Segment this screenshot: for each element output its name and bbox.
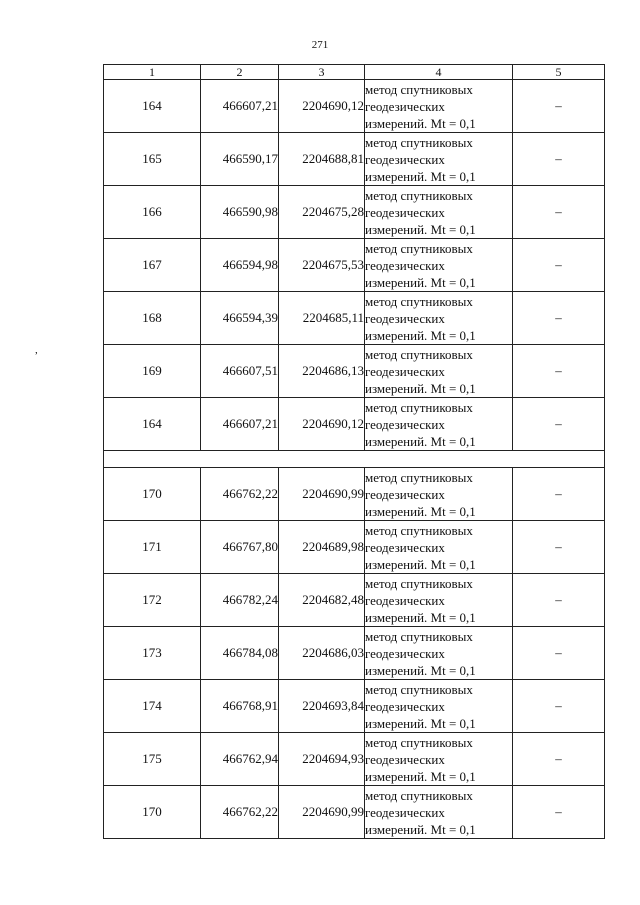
method-line: метод спутниковых [365,681,473,697]
method-description [365,733,513,786]
method-line: метод спутниковых [365,575,473,591]
method-line: измерений. Mt = 0,1 [365,433,476,449]
table-row [104,627,605,680]
table-row [104,468,605,521]
coordinate-x: 466768,91 [201,680,279,733]
method-line: измерений. Mt = 0,1 [365,221,476,237]
method-description [365,627,513,680]
coordinate-x: 466594,39 [201,292,279,345]
coordinate-x: 466782,24 [201,574,279,627]
method-line: измерений. Mt = 0,1 [365,115,476,131]
method-description [365,239,513,292]
method-description [365,292,513,345]
point-number: 173 [104,627,201,680]
table-row [104,292,605,345]
point-number: 164 [104,80,201,133]
coordinate-x: 466762,22 [201,468,279,521]
note-dash: – [513,521,605,574]
method-line: измерений. Mt = 0,1 [365,768,476,784]
table-row [104,133,605,186]
note-dash: – [513,786,605,839]
method-line: метод спутниковых [365,787,473,803]
method-line: геодезических [365,698,445,714]
point-number: 164 [104,398,201,451]
note-dash: – [513,186,605,239]
method-line: геодезических [365,486,445,502]
method-line: геодезических [365,645,445,661]
table-row [104,80,605,133]
header-col-4: 4 [365,65,513,80]
note-dash: – [513,574,605,627]
coordinate-x: 466784,08 [201,627,279,680]
coordinate-y: 2204686,13 [279,345,365,398]
coordinate-y: 2204686,03 [279,627,365,680]
table-row [104,345,605,398]
header-row [104,65,605,80]
note-dash: – [513,239,605,292]
method-line: метод спутниковых [365,346,473,362]
point-number: 171 [104,521,201,574]
point-number: 166 [104,186,201,239]
note-dash: – [513,468,605,521]
table-row [104,786,605,839]
method-line: измерений. Mt = 0,1 [365,503,476,519]
table-row [104,239,605,292]
method-line: геодезических [365,151,445,167]
point-number: 165 [104,133,201,186]
note-dash: – [513,345,605,398]
header-col-5: 5 [513,65,605,80]
note-dash: – [513,733,605,786]
method-line: измерений. Mt = 0,1 [365,821,476,837]
table-row [104,521,605,574]
method-line: геодезических [365,804,445,820]
coordinate-y: 2204688,81 [279,133,365,186]
note-dash: – [513,133,605,186]
coordinate-y: 2204693,84 [279,680,365,733]
header-col-1: 1 [104,65,201,80]
method-description [365,80,513,133]
coordinate-y: 2204690,99 [279,786,365,839]
method-description [365,786,513,839]
coordinate-x: 466607,51 [201,345,279,398]
coordinate-x: 466607,21 [201,398,279,451]
point-number: 175 [104,733,201,786]
table-body [104,80,605,839]
method-line: геодезических [365,98,445,114]
method-line: измерений. Mt = 0,1 [365,274,476,290]
method-line: измерений. Mt = 0,1 [365,556,476,572]
coordinate-x: 466590,17 [201,133,279,186]
table-row [104,186,605,239]
coordinate-y: 2204685,11 [279,292,365,345]
coordinate-y: 2204690,12 [279,80,365,133]
table-row [104,574,605,627]
coordinate-x: 466762,22 [201,786,279,839]
point-number: 167 [104,239,201,292]
coordinate-x: 466607,21 [201,80,279,133]
method-line: геодезических [365,310,445,326]
method-line: измерений. Mt = 0,1 [365,327,476,343]
note-dash: – [513,292,605,345]
method-description [365,680,513,733]
separator-row [104,451,605,468]
header-col-2: 2 [201,65,279,80]
coordinate-y: 2204690,12 [279,398,365,451]
note-dash: – [513,680,605,733]
point-number: 170 [104,468,201,521]
method-line: геодезических [365,204,445,220]
coordinate-y: 2204682,48 [279,574,365,627]
method-line: метод спутниковых [365,628,473,644]
method-line: геодезических [365,539,445,555]
method-line: геодезических [365,416,445,432]
coordinate-y: 2204689,98 [279,521,365,574]
method-line: геодезических [365,592,445,608]
coordinate-y: 2204690,99 [279,468,365,521]
stray-mark: , [35,344,38,356]
method-line: метод спутниковых [365,81,473,97]
coordinate-x: 466767,80 [201,521,279,574]
coordinates-table [103,64,605,839]
method-line: метод спутниковых [365,240,473,256]
method-line: метод спутниковых [365,469,473,485]
coordinate-x: 466762,94 [201,733,279,786]
method-line: метод спутниковых [365,734,473,750]
method-description [365,345,513,398]
method-line: измерений. Mt = 0,1 [365,609,476,625]
header-col-3: 3 [279,65,365,80]
method-line: геодезических [365,257,445,273]
method-description [365,398,513,451]
method-line: метод спутниковых [365,399,473,415]
method-line: метод спутниковых [365,293,473,309]
note-dash: – [513,398,605,451]
method-line: метод спутниковых [365,187,473,203]
coordinate-x: 466594,98 [201,239,279,292]
coordinate-x: 466590,98 [201,186,279,239]
table-row [104,680,605,733]
point-number: 169 [104,345,201,398]
method-line: метод спутниковых [365,134,473,150]
method-line: измерений. Mt = 0,1 [365,715,476,731]
method-description [365,521,513,574]
method-description [365,133,513,186]
note-dash: – [513,627,605,680]
method-line: геодезических [365,751,445,767]
method-line: измерений. Mt = 0,1 [365,380,476,396]
point-number: 170 [104,786,201,839]
method-line: измерений. Mt = 0,1 [365,168,476,184]
separator-cell [104,451,605,468]
method-line: геодезических [365,363,445,379]
point-number: 168 [104,292,201,345]
table-row [104,398,605,451]
method-description [365,186,513,239]
page-number: 271 [311,39,329,51]
coordinate-y: 2204675,53 [279,239,365,292]
coordinate-y: 2204675,28 [279,186,365,239]
table-row [104,733,605,786]
method-line: измерений. Mt = 0,1 [365,662,476,678]
point-number: 174 [104,680,201,733]
note-dash: – [513,80,605,133]
coordinate-y: 2204694,93 [279,733,365,786]
point-number: 172 [104,574,201,627]
method-description [365,574,513,627]
method-description [365,468,513,521]
method-line: метод спутниковых [365,522,473,538]
